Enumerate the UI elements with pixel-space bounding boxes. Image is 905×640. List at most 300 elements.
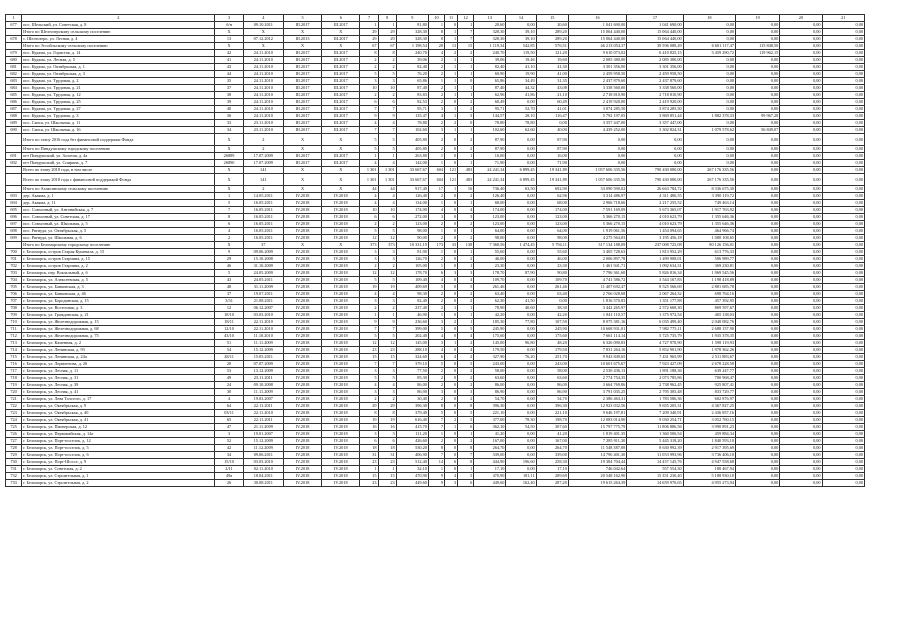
value-cell: 0,00 (780, 382, 822, 389)
value-cell: 0,00 (736, 160, 780, 167)
value-cell: IV.2018 (322, 256, 360, 263)
value-cell: 0,00 (780, 284, 822, 291)
value-cell: 2 006 897,78 (568, 256, 626, 263)
table-row (6, 277, 865, 284)
value-cell: IV.2018 (322, 452, 360, 459)
value-cell: 1 (445, 106, 458, 113)
value-cell: IV.2018 (322, 235, 360, 242)
value-cell: IV.2018 (283, 312, 321, 319)
address-cell: дер. Акаяма, д. 1 (22, 193, 215, 200)
value-cell: 0,00 (736, 186, 780, 193)
value-cell: IV.2018 (283, 263, 321, 270)
row-number-cell: 707 (6, 298, 22, 305)
row-number-cell: 680 (6, 57, 22, 64)
value-cell: 15 (360, 473, 378, 480)
value-cell: 1 819 401,35 (568, 431, 626, 438)
value-cell: 251,70 (536, 354, 568, 361)
value-cell: 10 601 675,67 (568, 361, 626, 368)
value-cell: 43 (215, 277, 243, 284)
value-cell: IV.2018 (283, 277, 321, 284)
value-cell: 71,90 (536, 160, 568, 167)
value-cell: 2 (378, 57, 396, 64)
value-cell: 80 126 156,01 (683, 242, 735, 249)
value-cell: 8 630 992,39 (627, 445, 683, 452)
value-cell: 46 (215, 263, 243, 270)
value-cell: 145,00 (474, 340, 506, 347)
value-cell: 4 367 827,25 (683, 403, 735, 410)
value-cell: 483 (458, 174, 474, 186)
value-cell: IV.2018 (283, 235, 321, 242)
value-cell: 0,00 (506, 333, 536, 340)
value-cell: 2 (378, 263, 396, 270)
value-cell: 6 (215, 221, 243, 228)
value-cell: 54 (215, 347, 243, 354)
row-number-cell: 699 (6, 235, 22, 242)
value-cell: 135,47 (396, 113, 428, 120)
value-cell: 24.11.2010 (243, 113, 283, 120)
value-cell: 379,40 (396, 410, 428, 417)
value-cell: 1 (378, 312, 396, 319)
value-cell: 240,70 (474, 50, 506, 57)
value-cell: IV.2018 (322, 382, 360, 389)
value-cell: 0,00 (736, 64, 780, 71)
value-cell: 0,00 (780, 160, 822, 167)
value-cell: 3 195 456,18 (627, 235, 683, 242)
value-cell: 15 (378, 354, 396, 361)
value-cell: 11.11.2009 (243, 340, 283, 347)
value-cell: 2 572 668,30 (627, 305, 683, 312)
value-cell: 19,90 (506, 71, 536, 78)
value-cell: 0,00 (780, 29, 822, 36)
value-cell: 0 (445, 347, 458, 354)
value-cell: 0,00 (736, 99, 780, 106)
value-cell: 0 (445, 160, 458, 167)
value-cell: 2 774 754,35 (568, 375, 626, 382)
value-cell: 0,00 (780, 242, 822, 249)
value-cell: 2 (458, 106, 474, 113)
value-cell: 46,00 (536, 256, 568, 263)
value-cell: 13.12.2009 (243, 368, 283, 375)
value-cell: 1 (378, 466, 396, 473)
value-cell: 2 (428, 85, 444, 92)
address-cell: г. Беломорск, ул. Пионерская, д. 12 (22, 424, 215, 431)
value-cell: 869 597,67 (683, 305, 735, 312)
address-cell: г. Беломорск, ул. Лермонтова, д. 26 (22, 361, 215, 368)
value-cell: 4 010 623,79 (627, 214, 683, 221)
value-cell: 0,00 (506, 22, 536, 29)
value-cell: 31.10.2009 (243, 263, 283, 270)
value-cell: 64,00 (474, 228, 506, 235)
value-cell: 19 341,89 (536, 174, 568, 186)
value-cell: 1 (445, 36, 458, 43)
value-cell: 13 (215, 36, 243, 43)
table-body (6, 15, 865, 487)
value-cell: 2 (458, 50, 474, 57)
table-row (6, 270, 865, 277)
value-cell: 2 (428, 368, 444, 375)
value-cell: 0,00 (780, 396, 822, 403)
value-cell: 41,20 (474, 431, 506, 438)
table-row (6, 249, 865, 256)
value-cell: 03.03.2010 (243, 459, 283, 466)
table-row (6, 134, 865, 146)
value-cell: 0,00 (822, 361, 864, 368)
value-cell: 0,00 (683, 134, 735, 146)
value-cell: 16 (458, 186, 474, 193)
row-number-cell: 695 (6, 207, 22, 214)
value-cell: 6 (360, 214, 378, 221)
value-cell: 40,60 (506, 305, 536, 312)
value-cell: 0,00 (780, 85, 822, 92)
value-cell: 405,80 (396, 146, 428, 153)
value-cell: 7 (378, 326, 396, 333)
value-cell: 2 (428, 256, 444, 263)
value-cell: 0,00 (822, 256, 864, 263)
value-cell: 3 (458, 113, 474, 120)
value-cell: 06.12.2007 (243, 305, 283, 312)
column-number: 14 (506, 15, 536, 22)
value-cell: 8 (360, 410, 378, 417)
value-cell: 426,60 (396, 438, 428, 445)
value-cell: IV.2018 (283, 333, 321, 340)
value-cell: 4 (360, 160, 378, 167)
value-cell: 0,00 (683, 146, 735, 153)
value-cell: 3 (458, 389, 474, 396)
value-cell: IV.2018 (322, 347, 360, 354)
value-cell: 67 (378, 43, 396, 50)
value-cell: 119 962,15 (736, 50, 780, 57)
address-cell: пос. Кудама, ул. Трудовая, д. 25 (22, 99, 215, 106)
value-cell: 0 (445, 410, 458, 417)
value-cell: 102,60 (474, 127, 506, 134)
value-cell: 2 (458, 256, 474, 263)
value-cell: 5 (360, 71, 378, 78)
value-cell: 0,00 (780, 99, 822, 106)
value-cell: 23.11.2010 (243, 120, 283, 127)
value-cell: 1 041 690,00 (568, 22, 626, 29)
value-cell: 2 (445, 120, 458, 127)
value-cell: 5 826 816,34 (627, 270, 683, 277)
value-cell: 2 (378, 396, 396, 403)
value-cell: 16 (378, 424, 396, 431)
value-cell: 2 (428, 375, 444, 382)
value-cell: 0,00 (780, 153, 822, 160)
value-cell: 7 982 775,11 (627, 326, 683, 333)
value-cell: 506 989,77 (683, 256, 735, 263)
value-cell: 0,00 (736, 22, 780, 29)
value-cell: 0,00 (506, 375, 536, 382)
value-cell: 2 (243, 146, 283, 153)
table-row (6, 186, 865, 193)
value-cell: 0,00 (780, 43, 822, 50)
value-cell: 39 596 088,49 (627, 43, 683, 50)
address-cell: г. Беломорск, ул. Лесная, д. 41 (22, 389, 215, 396)
value-cell: 39,10 (506, 36, 536, 43)
row-number-cell (6, 134, 22, 146)
value-cell: IV.2018 (283, 249, 321, 256)
value-cell: 4 (445, 354, 458, 361)
value-cell: 22.11.2010 (243, 319, 283, 326)
value-cell: 24.05.2011 (243, 277, 283, 284)
value-cell: 5 (215, 200, 243, 207)
value-cell: 58,00 (474, 368, 506, 375)
value-cell: 0 (445, 368, 458, 375)
value-cell: 339,00 (474, 452, 506, 459)
value-cell: 0,00 (506, 146, 536, 153)
value-cell: 105,00 (396, 263, 428, 270)
value-cell: 0,00 (736, 235, 780, 242)
value-cell: 24.11.2010 (243, 85, 283, 92)
value-cell: 178,70 (474, 270, 506, 277)
value-cell: 29 (378, 36, 396, 43)
value-cell: 3 544 167,83 (627, 277, 683, 284)
value-cell: 0,00 (736, 120, 780, 127)
value-cell: 31.11.2009 (243, 284, 283, 291)
table-row (6, 71, 865, 78)
value-cell: 37 (215, 85, 243, 92)
value-cell: 7 (458, 452, 474, 459)
value-cell: 1 (428, 431, 444, 438)
value-cell: 63,60 (536, 375, 568, 382)
value-cell: 40 (215, 106, 243, 113)
value-cell: 4 (378, 160, 396, 167)
value-cell: 0,00 (780, 50, 822, 57)
row-number-cell: 681 (6, 64, 22, 71)
value-cell: 12 (360, 270, 378, 277)
value-cell: 39 (215, 99, 243, 106)
address-cell: г. Беломорск, ул. Порт-Шоссе, д. 9 (22, 459, 215, 466)
value-cell: 1 917 763,92 (683, 207, 735, 214)
value-cell: 23 (360, 459, 378, 466)
value-cell: X (215, 146, 243, 153)
address-cell: г. Беломорск, ул. Порт-поселок, д. 6 (22, 452, 215, 459)
value-cell: 1 (458, 200, 474, 207)
value-cell: IV.2018 (283, 298, 321, 305)
value-cell: 0,00 (568, 146, 626, 153)
value-cell: 3 (360, 249, 378, 256)
value-cell: 746 042,64 (568, 466, 626, 473)
value-cell: 2 (428, 221, 444, 228)
table-row (6, 167, 865, 174)
value-cell: 15 (378, 473, 396, 480)
value-cell: 0,00 (780, 92, 822, 99)
value-cell: III.2017 (322, 92, 360, 99)
value-cell: 6 410 825,15 (627, 50, 683, 57)
value-cell: 4 (360, 291, 378, 298)
value-cell: 7 285 911,30 (568, 438, 626, 445)
value-cell: 328,30 (396, 29, 428, 36)
value-cell: 0,00 (683, 99, 735, 106)
value-cell: 1 (428, 22, 444, 29)
value-cell: 82,40 (396, 64, 428, 71)
value-cell: 1 (428, 78, 444, 85)
value-cell: III.2017 (322, 127, 360, 134)
table-row (6, 200, 865, 207)
value-cell: 48,20 (536, 340, 568, 347)
value-cell: 0,00 (822, 92, 864, 99)
row-number-cell: 684 (6, 85, 22, 92)
value-cell: 1 919 061,56 (568, 228, 626, 235)
value-cell: 1 119,34 (474, 43, 506, 50)
value-cell: 264,70 (474, 445, 506, 452)
value-cell: 0,00 (736, 57, 780, 64)
value-cell: 0,00 (780, 298, 822, 305)
table-row (6, 127, 865, 134)
value-cell: 09.06.2009 (243, 249, 283, 256)
value-cell: 267 176 335,56 (683, 174, 735, 186)
value-cell: 2 (360, 263, 378, 270)
address-cell: пос. Кудама, ул. Октябрьская, д. 1 (22, 64, 215, 71)
value-cell: 1 (445, 57, 458, 64)
value-cell: 12 083 014,90 (568, 417, 626, 424)
value-cell: 0,00 (780, 235, 822, 242)
column-number-row (6, 15, 865, 22)
value-cell: 0,00 (780, 120, 822, 127)
value-cell: IV.2018 (322, 361, 360, 368)
value-cell: 29 (360, 29, 378, 36)
value-cell: 5 (215, 270, 243, 277)
value-cell: IV.2018 (283, 431, 321, 438)
value-cell: 3 (428, 106, 444, 113)
column-number: 5 (283, 15, 321, 22)
value-cell: 0,00 (822, 263, 864, 270)
value-cell: 107,50 (536, 319, 568, 326)
value-cell: 0,00 (780, 410, 822, 417)
table-row (6, 214, 865, 221)
value-cell: IV.2018 (322, 270, 360, 277)
value-cell: 179,50 (536, 347, 568, 354)
value-cell: 2 (360, 57, 378, 64)
value-cell: 7 (458, 36, 474, 43)
value-cell: IV.2018 (322, 410, 360, 417)
row-number-cell: 678 (6, 36, 22, 43)
table-row (6, 438, 865, 445)
value-cell: 0,00 (506, 326, 536, 333)
value-cell: III.2017 (322, 78, 360, 85)
column-number: 7 (360, 15, 378, 22)
value-cell: 9 (360, 113, 378, 120)
value-cell: 64,00 (536, 228, 568, 235)
value-cell: 55,60 (536, 249, 568, 256)
value-cell: 790 430 080,00 (627, 174, 683, 186)
value-cell: 0,00 (736, 354, 780, 361)
value-cell: 261,46 (536, 284, 568, 291)
value-cell: 0 (445, 298, 458, 305)
value-cell: 44 (378, 186, 396, 193)
value-cell: 0,00 (780, 106, 822, 113)
value-cell: 0,00 (780, 146, 822, 153)
value-cell: 0,00 (822, 347, 864, 354)
value-cell: IV.2018 (322, 207, 360, 214)
value-cell: 0,00 (506, 249, 536, 256)
address-cell: г. Беломорск, ул. Порт-поселок, д. 12 (22, 438, 215, 445)
value-cell: 2 (428, 134, 444, 146)
value-cell: 1 978 362,26 (683, 347, 735, 354)
value-cell: 29 (378, 403, 396, 410)
value-cell: 3 (428, 389, 444, 396)
value-cell: 0 (445, 22, 458, 29)
row-number-cell: 703 (6, 270, 22, 277)
value-cell: 0,00 (822, 445, 864, 452)
value-cell: 55,60 (474, 249, 506, 256)
value-cell: 0,00 (780, 64, 822, 71)
value-cell: X (322, 146, 360, 153)
table-row (6, 375, 865, 382)
value-cell: 5 725 735,79 (627, 333, 683, 340)
value-cell: 2 (378, 92, 396, 99)
value-cell: 0,00 (736, 228, 780, 235)
value-cell: 0 (445, 193, 458, 200)
value-cell: 56 849,07 (736, 127, 780, 134)
value-cell: 81,80 (396, 22, 428, 29)
column-number: 20 (780, 15, 822, 22)
value-cell: 0,00 (736, 361, 780, 368)
value-cell: 60,49 (474, 99, 506, 106)
value-cell: 3/31 (215, 298, 243, 305)
value-cell: 18 (360, 445, 378, 452)
value-cell: 30.08.2011 (243, 480, 283, 487)
row-number-cell (6, 174, 22, 186)
value-cell: 2 (458, 340, 474, 347)
value-cell: 44,32 (506, 85, 536, 92)
value-cell: 18/11 (215, 319, 243, 326)
value-cell: 700 968,47 (683, 375, 735, 382)
value-cell: 44 (360, 186, 378, 193)
value-cell: 3 (458, 270, 474, 277)
value-cell: 0 (445, 382, 458, 389)
value-cell: 14 457 145,76 (627, 459, 683, 466)
value-cell: 0,00 (822, 312, 864, 319)
value-cell: 3 357 447,00 (627, 120, 683, 127)
value-cell: X (215, 43, 243, 50)
value-cell: 3 874 285,50 (627, 106, 683, 113)
value-cell: 0,00 (822, 473, 864, 480)
value-cell: IV.2018 (283, 466, 321, 473)
value-cell: IV.2018 (283, 452, 321, 459)
value-cell: 12 (378, 270, 396, 277)
value-cell: III.2017 (283, 99, 321, 106)
address-cell: г. Беломорск, ул. Строительная, д. 2 (22, 480, 215, 487)
value-cell: 0,00 (822, 424, 864, 431)
value-cell: 221,10 (474, 410, 506, 417)
value-cell: 0,00 (822, 146, 864, 153)
value-cell: 30 (215, 389, 243, 396)
value-cell: 409,69 (396, 284, 428, 291)
row-number-cell: 731 (6, 466, 22, 473)
value-cell: 0,00 (780, 36, 822, 43)
value-cell: 3 (378, 256, 396, 263)
value-cell: 258,30 (536, 459, 568, 466)
value-cell: 87,40 (474, 85, 506, 92)
value-cell: 17,10 (536, 466, 568, 473)
value-cell: 0,00 (736, 85, 780, 92)
value-cell: 5 (360, 146, 378, 153)
value-cell: 46,90 (396, 312, 428, 319)
value-cell: 324,60 (396, 354, 428, 361)
value-cell: 9 030 254,71 (627, 417, 683, 424)
value-cell: 405,80 (396, 134, 428, 146)
value-cell: 32,10 (396, 466, 428, 473)
value-cell: 28,10 (506, 113, 536, 120)
value-cell: 0,00 (822, 480, 864, 487)
value-cell: IV.2018 (283, 284, 321, 291)
row-number-cell: 687 (6, 106, 22, 113)
value-cell: IV.2018 (283, 256, 321, 263)
value-cell: 3 (378, 78, 396, 85)
value-cell: 2 067 264,32 (627, 291, 683, 298)
value-cell: 23,30 (474, 263, 506, 270)
value-cell: 4 (378, 291, 396, 298)
